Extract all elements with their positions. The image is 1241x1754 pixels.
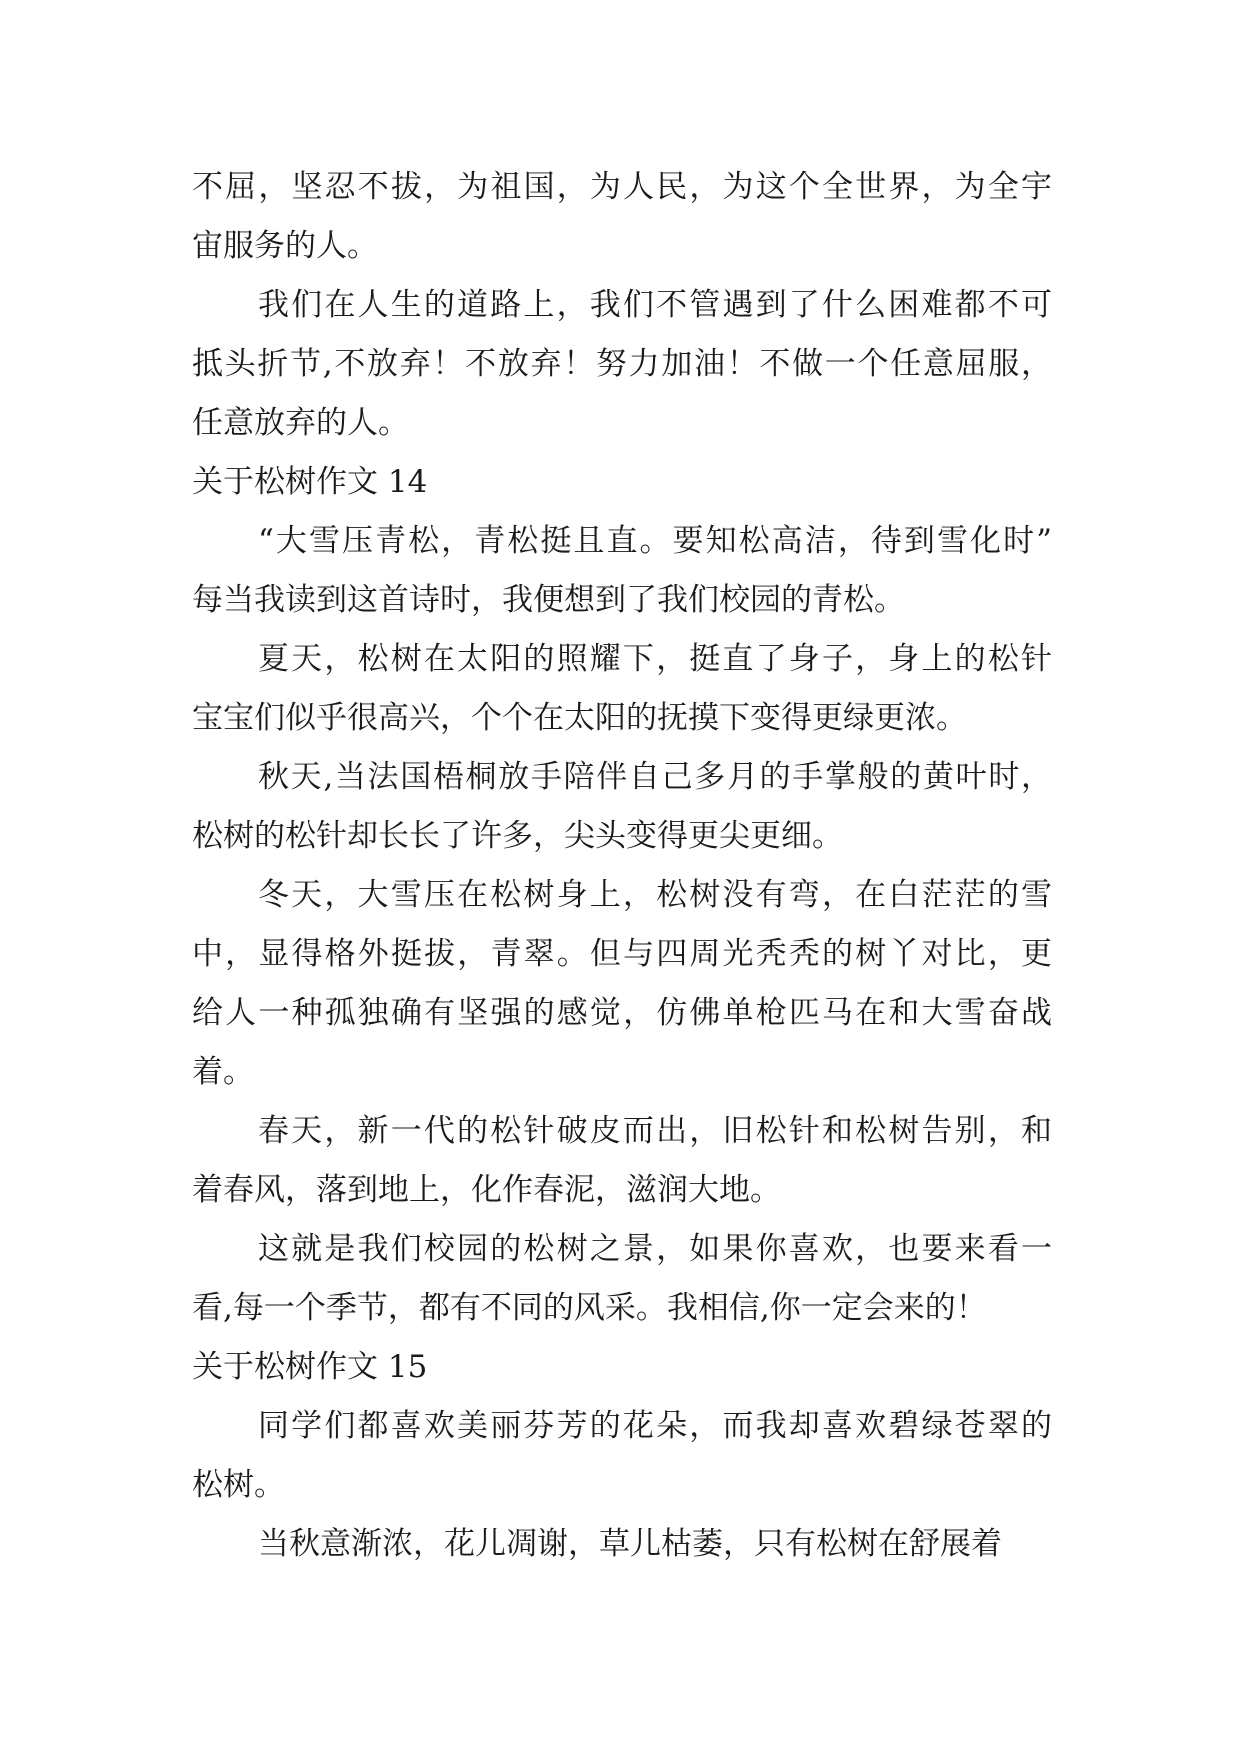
document-body bbox=[192, 158, 1052, 1574]
paragraph-line: 我们在人生的道路上，我们不管遇到了什么困难都不可 bbox=[258, 287, 1052, 323]
paragraph-line: 同学们都喜欢美丽芬芳的花朵，而我却喜欢碧绿苍翠的 bbox=[258, 1408, 1052, 1444]
paragraph-line: 宝宝们似乎很高兴，个个在太阳的抚摸下变得更绿更浓。 bbox=[192, 700, 967, 736]
section-heading: 关于松树作文 14 bbox=[192, 464, 428, 500]
paragraph-line: 中，显得格外挺拔，青翠。但与四周光秃秃的树丫对比，更 bbox=[192, 936, 1052, 972]
paragraph-line: 着春风，落到地上，化作春泥，滋润大地。 bbox=[192, 1172, 781, 1208]
paragraph-line: 宙服务的人。 bbox=[192, 228, 378, 264]
paragraph bbox=[192, 1220, 1052, 1338]
paragraph-line: 松树的松针却长长了许多，尖头变得更尖更细。 bbox=[192, 818, 843, 854]
paragraph-line: 不屈，坚忍不拔，为祖国，为人民，为这个全世界，为全宇 bbox=[192, 169, 1052, 205]
paragraph bbox=[192, 630, 1052, 748]
paragraph-line: 每当我读到这首诗时，我便想到了我们校园的青松。 bbox=[192, 582, 905, 618]
paragraph bbox=[192, 512, 1052, 630]
paragraph-line: 任意放弃的人。 bbox=[192, 405, 409, 441]
paragraph bbox=[192, 1397, 1052, 1515]
paragraph-line: 夏天，松树在太阳的照耀下，挺直了身子，身上的松针 bbox=[258, 641, 1052, 677]
paragraph bbox=[192, 748, 1052, 866]
paragraph-line: 松树。 bbox=[192, 1467, 285, 1503]
paragraph-line: 春天，新一代的松针破皮而出，旧松针和松树告别，和 bbox=[258, 1113, 1052, 1149]
paragraph-line: 着。 bbox=[192, 1054, 254, 1090]
paragraph bbox=[192, 1102, 1052, 1220]
paragraph bbox=[192, 276, 1052, 453]
paragraph-line: 冬天，大雪压在松树身上，松树没有弯，在白茫茫的雪 bbox=[258, 877, 1052, 913]
paragraph-line: 这就是我们校园的松树之景，如果你喜欢，也要来看一 bbox=[258, 1231, 1052, 1267]
paragraph-line: 看,每一个季节，都有不同的风采。我相信,你一定会来的！ bbox=[192, 1290, 987, 1326]
paragraph-line: 给人一种孤独确有坚强的感觉，仿佛单枪匹马在和大雪奋战 bbox=[192, 995, 1052, 1031]
paragraph bbox=[192, 1515, 1052, 1574]
paragraph-line: “大雪压青松，青松挺且直。要知松高洁，待到雪化时” bbox=[258, 523, 1052, 559]
paragraph-line: 秋天,当法国梧桐放手陪伴自己多月的手掌般的黄叶时， bbox=[258, 759, 1052, 795]
section-heading: 关于松树作文 15 bbox=[192, 1349, 428, 1385]
paragraph-line: 当秋意渐浓，花儿凋谢，草儿枯萎，只有松树在舒展着 bbox=[258, 1526, 1002, 1562]
paragraph bbox=[192, 866, 1052, 1102]
paragraph bbox=[192, 158, 1052, 276]
paragraph-line: 抵头折节,不放弃！不放弃！努力加油！不做一个任意屈服， bbox=[192, 346, 1052, 382]
